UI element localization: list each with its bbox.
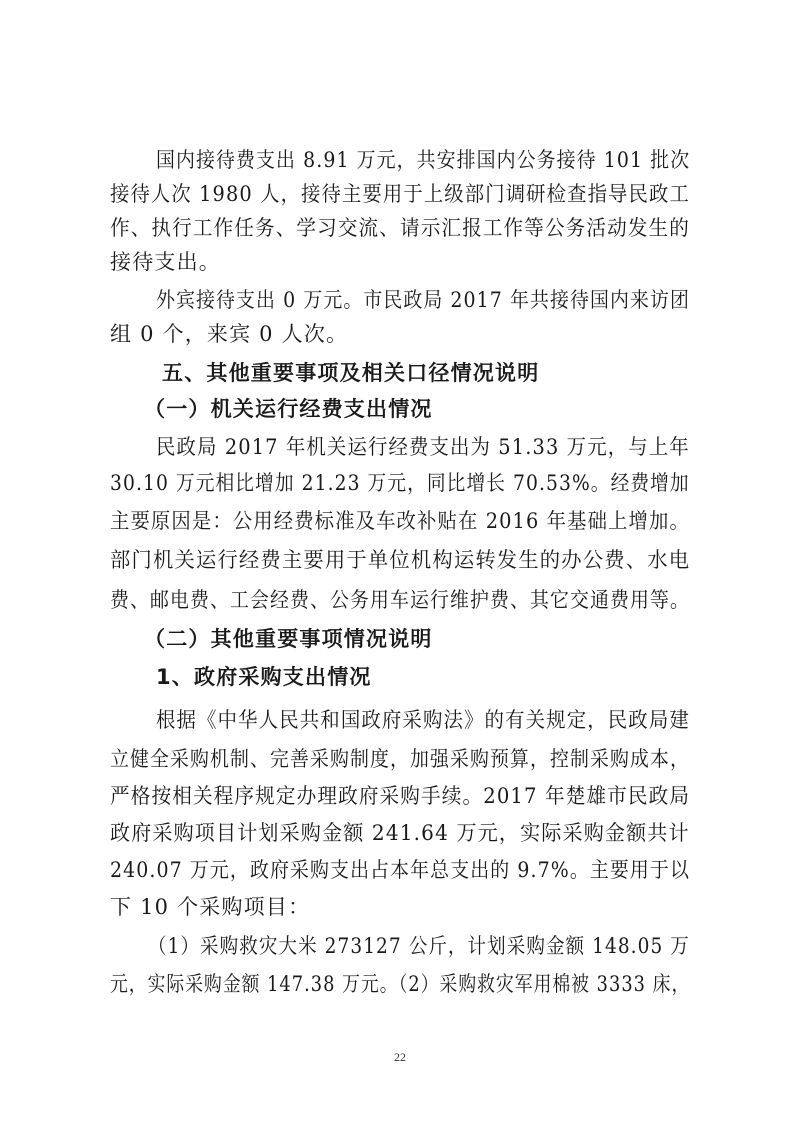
subsection-heading: （一）机关运行经费支出情况: [144, 397, 433, 421]
paragraph-line: 接待人次 1980 人，接待主要用于上级部门调研检查指导民政工: [110, 182, 690, 206]
section-heading: 五、其他重要事项及相关口径情况说明: [162, 361, 540, 385]
paragraph-line: 根据《中华人民共和国政府采购法》的有关规定，民政局建: [156, 708, 690, 732]
paragraph-line: 组 0 个，来宾 0 人次。: [110, 322, 349, 346]
paragraph-line: （1）采购救灾大米 273127 公斤，计划采购金额 148.05 万: [148, 934, 690, 958]
paragraph-line: 费、邮电费、工会经费、公务用车运行维护费、其它交通费用等。: [110, 588, 691, 612]
paragraph-line: 元，实际采购金额 147.38 万元。（2）采购救灾军用棉被 3333 床，: [110, 972, 691, 996]
paragraph-line: 主要原因是：公用经费标准及车改补贴在 2016 年基础上增加。: [110, 509, 690, 533]
paragraph-line: 下 10 个采购项目：: [110, 895, 311, 919]
paragraph-line: 立健全采购机制、完善采购制度，加强采购预算，控制采购成本，: [110, 747, 691, 771]
paragraph-line: 外宾接待支出 0 万元。市民政局 2017 年共接待国内来访团: [156, 288, 691, 312]
paragraph-line: 240.07 万元，政府采购支出占本年总支出的 9.7%。主要用于以: [110, 858, 690, 882]
paragraph-line: 民政局 2017 年机关运行经费支出为 51.33 万元，与上年: [156, 435, 690, 459]
paragraph-line: 30.10 万元相比增加 21.23 万元，同比增长 70.53%。经费增加: [110, 471, 690, 495]
paragraph-line: 作、执行工作任务、学习交流、请示汇报工作等公务活动发生的: [110, 216, 690, 240]
item-heading: 1、政府采购支出情况: [156, 665, 372, 689]
subsection-heading: （二）其他重要事项情况说明: [144, 627, 433, 651]
paragraph-line: 接待支出。: [110, 250, 221, 274]
page-number: 22: [394, 1050, 406, 1064]
paragraph-line: 国内接待费支出 8.91 万元，共安排国内公务接待 101 批次: [156, 148, 691, 172]
paragraph-line: 政府采购项目计划采购金额 241.64 万元，实际采购金额共计: [110, 821, 690, 845]
paragraph-line: 严格按相关程序规定办理政府采购手续。2017 年楚雄市民政局: [110, 784, 691, 808]
paragraph-line: 部门机关运行经费主要用于单位机构运转发生的办公费、水电: [110, 548, 691, 572]
